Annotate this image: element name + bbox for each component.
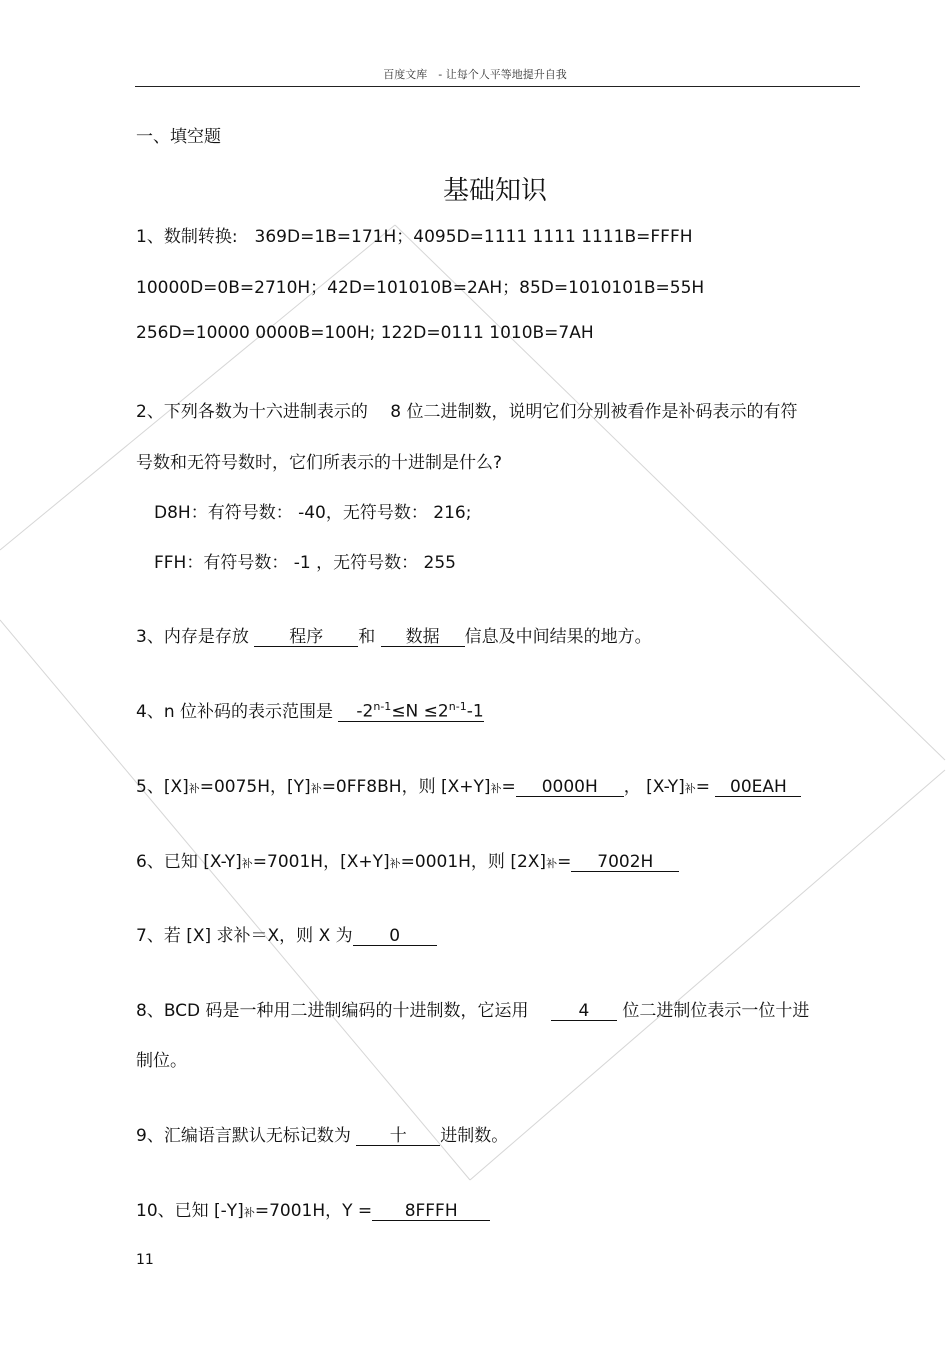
q9-line: 9、汇编语言默认无标记数为 十 进制数。 [136,1126,509,1146]
q3-mid: 和 [358,627,381,647]
page-number: 11 [136,1252,154,1268]
q5-answer-2: 00EAH [715,778,801,797]
q8-line-2: 制位。 [136,1051,187,1071]
q9-answer: 十 [356,1127,440,1146]
q3-suffix: 信息及中间结果的地方。 [464,627,652,647]
q2-line-1: 2、下列各数为十六进制表示的 8 位二进制数，说明它们分别被看作是补码表示的有符 [136,402,798,422]
document-title: 基础知识 [442,176,547,206]
q2-answer-d8h: D8H：有符号数： -40，无符号数： 216; [154,503,472,523]
header-rule [135,86,860,87]
q6-answer: 7002H [571,853,679,872]
q10-answer: 8FFFH [372,1202,490,1221]
q4-answer: $-2^{n-1}\le N \le 2^{n-1}-1$ [338,698,483,722]
q7-answer: 0 [353,927,437,946]
q3-answer-1: 程序 [254,628,358,647]
q1-line-2: 10000D=0B=2710H；42D=101010B=2AH；85D=1010101B=55H [136,278,705,298]
q4-prefix: 4、n 位补码的表示范围是 [136,702,339,722]
page-header: 百度文库 - 让每个人平等地提升自我 [383,68,567,81]
q3-line [136,622,652,647]
q4-line [136,697,484,722]
q2-answer-ffh: FFH：有符号数： -1 ，无符号数： 255 [154,553,456,573]
q6-line: 6、已知 [X-Y]补=7001H，[X+Y]补=0001H，则 [2X]补= 7002H [136,847,679,872]
section-heading: 一、填空题 [136,127,221,147]
q3-prefix: 3、内存是存放 [136,627,255,647]
q8-answer: 4 [551,1002,617,1021]
q3-answer-2: 数据 [381,628,465,647]
q8-line-1: 8、BCD 码是一种用二进制编码的十进制数，它运用 4 位二进制位表示一位十进 [136,1001,810,1021]
q1-line-1: 1、数制转换: 369D=1B=171H；4095D=1111 1111 1111B=FFFH [136,227,693,247]
q10-line: 10、已知 [-Y]补=7001H，Y = 8FFFH [136,1196,490,1221]
q5-line: 5、[X]补=0075H，[Y]补=0FF8BH，则 [X+Y]补= 0000H ， [X-Y]补= 00EAH [136,772,801,797]
q7-line: 7、若 [X] 求补＝X，则 X 为 0 [136,921,437,946]
q2-line-2: 号数和无符号数时，它们所表示的十进制是什么? [136,453,503,473]
q1-line-3: 256D=10000 0000B=100H; 122D=0111 1010B=7AH [136,323,594,343]
q5-answer-1: 0000H [516,778,624,797]
